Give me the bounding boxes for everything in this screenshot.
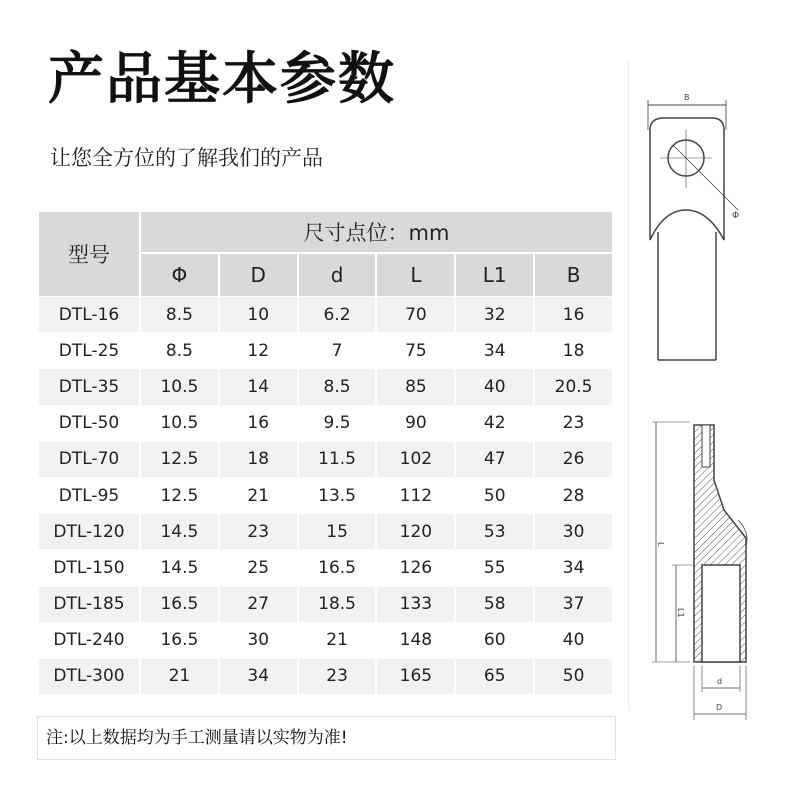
model-cell: DTL-70 (39, 441, 139, 477)
value-cell: 12.5 (141, 477, 218, 513)
column-header-l: L (377, 252, 454, 296)
value-cell: 8.5 (141, 296, 218, 332)
value-cell: 30 (220, 622, 297, 658)
value-cell: 27 (220, 586, 297, 622)
table-row (39, 368, 612, 404)
value-cell: 70 (377, 296, 454, 332)
value-cell: 28 (535, 477, 612, 513)
value-cell: 26 (535, 441, 612, 477)
value-cell: 10.5 (141, 405, 218, 441)
value-cell: 120 (377, 513, 454, 549)
value-cell: 8.5 (141, 332, 218, 368)
lug-top-view (648, 100, 738, 360)
inner-bore (702, 565, 740, 662)
model-cell: DTL-50 (39, 405, 139, 441)
value-cell: 148 (377, 622, 454, 658)
page-subtitle: 让您全方位的了解我们的产品 (50, 146, 323, 170)
value-cell: 133 (377, 586, 454, 622)
label-b: B (684, 93, 690, 102)
model-cell: DTL-16 (39, 296, 139, 332)
lug-palm-outline (650, 118, 724, 240)
label-l: L (656, 542, 665, 547)
table-row (39, 513, 612, 549)
value-cell: 14.5 (141, 513, 218, 549)
spec-table-body (39, 296, 612, 694)
value-cell: 18 (535, 332, 612, 368)
spec-table (37, 212, 614, 694)
model-header: 型号 (39, 212, 139, 296)
value-cell: 10 (220, 296, 297, 332)
value-cell: 40 (535, 622, 612, 658)
label-d-inner: d (717, 677, 723, 686)
value-cell: 32 (456, 296, 533, 332)
value-cell: 112 (377, 477, 454, 513)
value-cell: 23 (535, 405, 612, 441)
value-cell: 6.2 (299, 296, 376, 332)
value-cell: 10.5 (141, 368, 218, 404)
value-cell: 126 (377, 549, 454, 585)
unit-header: 尺寸点位：mm (141, 212, 612, 252)
table-row (39, 405, 612, 441)
value-cell: 47 (456, 441, 533, 477)
table-row (39, 586, 612, 622)
value-cell: 58 (456, 586, 533, 622)
value-cell: 42 (456, 405, 533, 441)
value-cell: 65 (456, 658, 533, 694)
table-row (39, 477, 612, 513)
lug-drawings (628, 60, 800, 740)
label-d-outer: D (716, 703, 723, 712)
value-cell: 14.5 (141, 549, 218, 585)
model-cell: DTL-25 (39, 332, 139, 368)
model-cell: DTL-35 (39, 368, 139, 404)
value-cell: 16.5 (141, 622, 218, 658)
value-cell: 14 (220, 368, 297, 404)
value-cell: 25 (220, 549, 297, 585)
value-cell: 18.5 (299, 586, 376, 622)
value-cell: 50 (456, 477, 533, 513)
value-cell: 30 (535, 513, 612, 549)
value-cell: 40 (456, 368, 533, 404)
value-cell: 8.5 (299, 368, 376, 404)
value-cell: 16.5 (141, 586, 218, 622)
column-header-l1: L1 (456, 252, 533, 296)
value-cell: 21 (141, 658, 218, 694)
value-cell: 15 (299, 513, 376, 549)
value-cell: 34 (535, 549, 612, 585)
value-cell: 55 (456, 549, 533, 585)
table-row (39, 332, 612, 368)
value-cell: 11.5 (299, 441, 376, 477)
value-cell: 21 (220, 477, 297, 513)
model-cell: DTL-150 (39, 549, 139, 585)
table-row (39, 549, 612, 585)
table-row (39, 658, 612, 694)
model-cell: DTL-120 (39, 513, 139, 549)
value-cell: 20.5 (535, 368, 612, 404)
value-cell: 16.5 (299, 549, 376, 585)
value-cell: 12 (220, 332, 297, 368)
value-cell: 23 (299, 658, 376, 694)
column-header-b: B (535, 252, 612, 296)
table-row (39, 622, 612, 658)
column-header-d-inner: d (299, 252, 376, 296)
table-row (39, 441, 612, 477)
value-cell: 16 (535, 296, 612, 332)
value-cell: 21 (299, 622, 376, 658)
disclaimer-note: 注:以上数据均为手工测量请以实物为准! (37, 716, 616, 760)
value-cell: 13.5 (299, 477, 376, 513)
value-cell: 7 (299, 332, 376, 368)
column-header-d-outer: D (220, 252, 297, 296)
value-cell: 37 (535, 586, 612, 622)
value-cell: 60 (456, 622, 533, 658)
value-cell: 18 (220, 441, 297, 477)
value-cell: 23 (220, 513, 297, 549)
model-cell: DTL-300 (39, 658, 139, 694)
value-cell: 53 (456, 513, 533, 549)
label-l1: L1 (676, 608, 685, 618)
model-cell: DTL-95 (39, 477, 139, 513)
value-cell: 9.5 (299, 405, 376, 441)
value-cell: 12.5 (141, 441, 218, 477)
value-cell: 75 (377, 332, 454, 368)
model-cell: DTL-240 (39, 622, 139, 658)
value-cell: 102 (377, 441, 454, 477)
value-cell: 165 (377, 658, 454, 694)
model-cell: DTL-185 (39, 586, 139, 622)
value-cell: 16 (220, 405, 297, 441)
lug-section-view (652, 422, 747, 720)
value-cell: 50 (535, 658, 612, 694)
value-cell: 34 (456, 332, 533, 368)
column-header-phi: Φ (141, 252, 218, 296)
value-cell: 34 (220, 658, 297, 694)
label-phi: Φ (732, 211, 740, 221)
table-row (39, 296, 612, 332)
value-cell: 85 (377, 368, 454, 404)
page-title: 产品基本参数 (48, 47, 396, 112)
value-cell: 90 (377, 405, 454, 441)
